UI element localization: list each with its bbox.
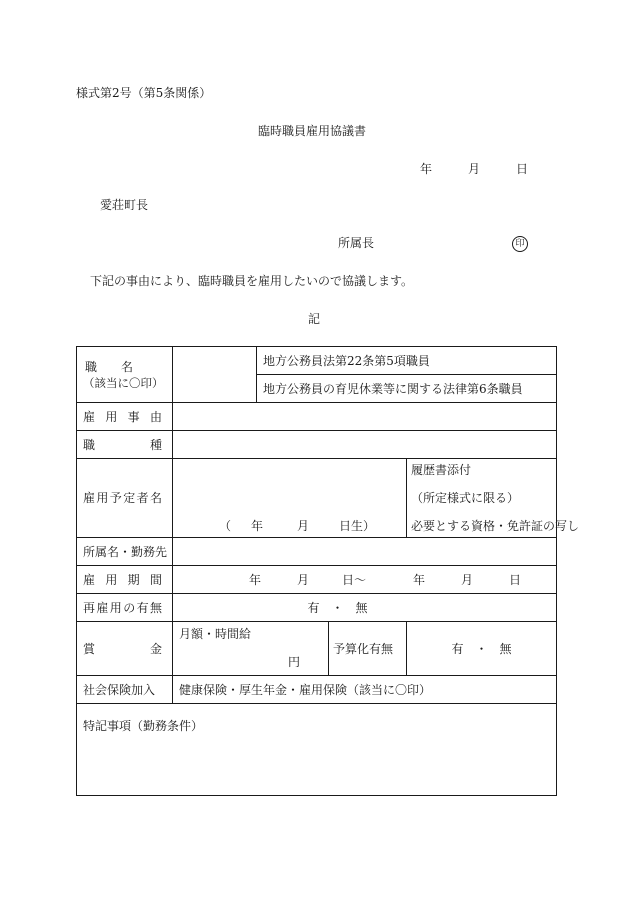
candidate-row <box>77 459 557 538</box>
birth-month: 月 <box>297 519 310 533</box>
wage-row <box>77 622 557 676</box>
insurance-row <box>77 676 557 704</box>
sender-label: 所属長 <box>338 236 375 250</box>
wage-value[interactable] <box>173 622 329 676</box>
period-end-day: 日 <box>509 572 522 587</box>
wage-unit: 円 <box>287 655 300 669</box>
document-title: 臨時職員雇用協議書 <box>258 124 367 138</box>
dept-row <box>77 538 557 566</box>
reason-value[interactable] <box>173 403 557 431</box>
resume-note: （所定様式に限る） <box>411 491 520 505</box>
resume-cell <box>407 459 580 538</box>
wage-label: 賞金 <box>77 622 173 676</box>
notes-cell[interactable] <box>77 704 557 796</box>
date-year: 年 <box>420 162 433 176</box>
budget-label: 予算化有無 <box>329 622 407 676</box>
period-label: 雇用期間 <box>77 566 173 594</box>
period-value[interactable] <box>173 566 557 594</box>
job-type-value[interactable] <box>173 431 557 459</box>
period-start-year: 年 <box>249 572 262 587</box>
rehire-value[interactable]: 有 ・ 無 <box>173 594 557 622</box>
notes-label: 特記事項（勤務条件） <box>83 719 204 733</box>
candidate-label: 雇用予定者名 <box>77 459 173 538</box>
date-day: 日 <box>516 162 529 176</box>
ki-label: 記 <box>308 312 321 326</box>
job-title-row-1 <box>77 347 557 375</box>
insurance-label: 社会保険加入 <box>77 676 173 704</box>
resume-label: 履歴書添付 <box>411 463 472 477</box>
rehire-label: 再雇用の有無 <box>77 594 173 622</box>
intro-text: 下記の事由により、臨時職員を雇用したいので協議します。 <box>90 274 414 288</box>
job-title-sublabel: （該当に〇印） <box>83 375 164 390</box>
birthdate-line <box>179 518 400 534</box>
rehire-row <box>77 594 557 622</box>
dept-value[interactable] <box>173 538 557 566</box>
period-start-day: 日～ <box>342 572 367 587</box>
job-title-label-cell <box>77 347 173 403</box>
job-title-option-1: 地方公務員法第22条第5項職員 <box>257 347 557 375</box>
wage-kind: 月額・時間給 <box>179 627 252 641</box>
reason-row <box>77 403 557 431</box>
seal-icon <box>512 235 528 252</box>
job-type-label: 職種 <box>77 431 173 459</box>
period-row <box>77 566 557 594</box>
dept-label: 所属名・勤務先 <box>77 538 173 566</box>
seal-mark: 印 <box>512 236 528 252</box>
form-number: 様式第2号（第5条関係） <box>76 86 212 100</box>
budget-value[interactable]: 有 ・ 無 <box>407 622 557 676</box>
period-start-month: 月 <box>297 572 310 587</box>
date-month: 月 <box>468 162 481 176</box>
addressee: 愛荘町長 <box>100 198 149 212</box>
employment-form-table <box>76 346 580 796</box>
birth-paren: （ <box>219 519 232 533</box>
job-type-row <box>77 431 557 459</box>
reason-label: 雇用事由 <box>77 403 173 431</box>
period-line <box>179 572 550 588</box>
insurance-value[interactable]: 健康保険・厚生年金・雇用保険（該当に〇印） <box>173 676 557 704</box>
period-end-month: 月 <box>461 572 474 587</box>
resume-requirement: 必要とする資格・免許証の写し <box>411 519 580 533</box>
birth-day: 日生） <box>339 519 376 533</box>
job-title-option-2: 地方公務員の育児休業等に関する法律第6条職員 <box>257 375 557 403</box>
period-end-year: 年 <box>413 572 426 587</box>
job-title-mark-cell[interactable] <box>173 347 257 403</box>
birth-year: 年 <box>251 519 264 533</box>
job-title-label: 職 名 <box>85 359 134 374</box>
candidate-value[interactable] <box>173 459 407 538</box>
notes-row <box>77 704 557 796</box>
